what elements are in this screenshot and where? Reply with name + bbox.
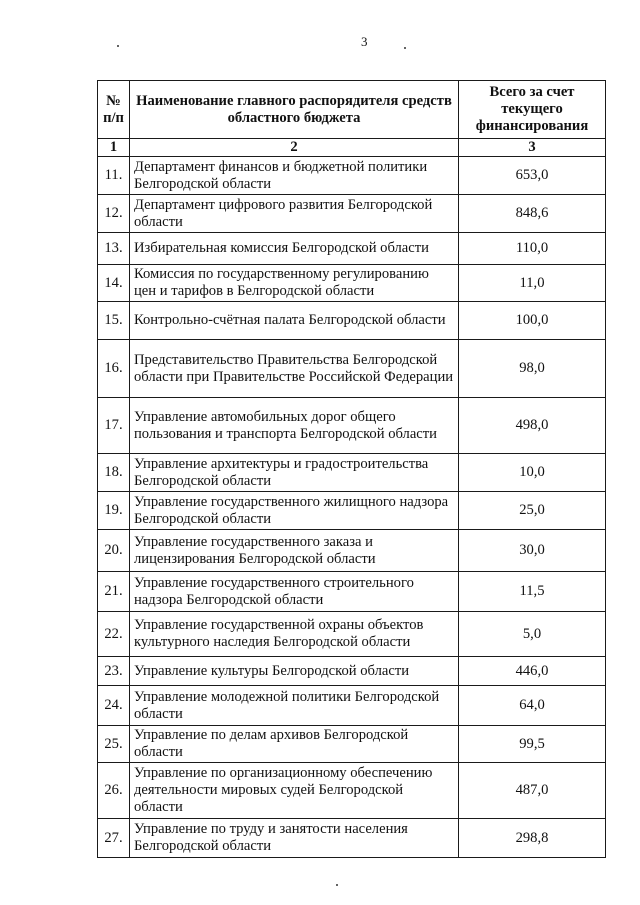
row-name: Департамент цифрового развития Белгородской области — [130, 195, 459, 233]
table-row — [98, 726, 606, 763]
row-number: 13. — [98, 233, 130, 265]
row-name: Управление культуры Белгородской области — [130, 657, 459, 686]
table-row — [98, 819, 606, 858]
scan-speck — [404, 47, 406, 49]
row-number: 17. — [98, 398, 130, 454]
row-number: 11. — [98, 157, 130, 195]
row-number: 23. — [98, 657, 130, 686]
column-index-row — [98, 139, 606, 157]
table-row — [98, 492, 606, 530]
row-number: 14. — [98, 265, 130, 302]
table-row — [98, 657, 606, 686]
column-index: 3 — [459, 139, 606, 157]
row-value: 100,0 — [459, 302, 606, 340]
row-value: 10,0 — [459, 454, 606, 492]
row-value: 99,5 — [459, 726, 606, 763]
row-name: Управление государственного жилищного надзора Белгородской области — [130, 492, 459, 530]
row-number: 15. — [98, 302, 130, 340]
table-row — [98, 572, 606, 612]
table-row — [98, 686, 606, 726]
row-name: Управление по делам архивов Белгородской области — [130, 726, 459, 763]
row-value: 110,0 — [459, 233, 606, 265]
table-row — [98, 195, 606, 233]
row-number: 26. — [98, 763, 130, 819]
row-name: Управление государственного заказа и лицензирования Белгородской области — [130, 530, 459, 572]
row-value: 446,0 — [459, 657, 606, 686]
row-name: Управление по труду и занятости населения Белгородской области — [130, 819, 459, 858]
row-number: 20. — [98, 530, 130, 572]
row-value: 98,0 — [459, 340, 606, 398]
row-value: 487,0 — [459, 763, 606, 819]
column-index: 1 — [98, 139, 130, 157]
row-name: Департамент финансов и бюджетной политики Белгородской области — [130, 157, 459, 195]
table-row — [98, 157, 606, 195]
row-name: Управление молодежной политики Белгородской области — [130, 686, 459, 726]
table-row — [98, 763, 606, 819]
column-index: 2 — [130, 139, 459, 157]
row-name: Контрольно-счётная палата Белгородской области — [130, 302, 459, 340]
row-value: 64,0 — [459, 686, 606, 726]
table-header-row — [98, 81, 606, 139]
table-row — [98, 398, 606, 454]
row-value: 848,6 — [459, 195, 606, 233]
row-name: Управление архитектуры и градостроительства Белгородской области — [130, 454, 459, 492]
row-value: 11,0 — [459, 265, 606, 302]
scan-speck — [336, 884, 338, 886]
row-value: 25,0 — [459, 492, 606, 530]
table-row — [98, 302, 606, 340]
header-name: Наименование главного распорядителя средств областного бюджета — [130, 81, 459, 139]
row-number: 25. — [98, 726, 130, 763]
row-number: 16. — [98, 340, 130, 398]
row-number: 12. — [98, 195, 130, 233]
row-value: 5,0 — [459, 612, 606, 657]
header-num: № п/п — [98, 81, 130, 139]
table-row — [98, 340, 606, 398]
row-name: Управление по организационному обеспечению деятельности мировых судей Белгородской области — [130, 763, 459, 819]
row-number: 19. — [98, 492, 130, 530]
row-value: 498,0 — [459, 398, 606, 454]
header-total: Всего за счет текущего финансирования — [459, 81, 606, 139]
row-number: 22. — [98, 612, 130, 657]
row-value: 298,8 — [459, 819, 606, 858]
scan-speck — [117, 45, 119, 47]
row-value: 11,5 — [459, 572, 606, 612]
row-number: 21. — [98, 572, 130, 612]
row-name: Управление государственной охраны объектов культурного наследия Белгородской области — [130, 612, 459, 657]
row-value: 30,0 — [459, 530, 606, 572]
row-value: 653,0 — [459, 157, 606, 195]
table-row — [98, 265, 606, 302]
table-row — [98, 233, 606, 265]
row-name: Представительство Правительства Белгородской области при Правительстве Российской Федерации — [130, 340, 459, 398]
row-name: Управление автомобильных дорог общего пользования и транспорта Белгородской области — [130, 398, 459, 454]
row-name: Комиссия по государственному регулированию цен и тарифов в Белгородской области — [130, 265, 459, 302]
table-row — [98, 454, 606, 492]
row-number: 27. — [98, 819, 130, 858]
row-number: 24. — [98, 686, 130, 726]
table-row — [98, 530, 606, 572]
row-number: 18. — [98, 454, 130, 492]
row-name: Избирательная комиссия Белгородской области — [130, 233, 459, 265]
page-number: 3 — [361, 34, 368, 49]
row-name: Управление государственного строительного надзора Белгородской области — [130, 572, 459, 612]
table-row — [98, 612, 606, 657]
budget-table — [97, 80, 606, 858]
